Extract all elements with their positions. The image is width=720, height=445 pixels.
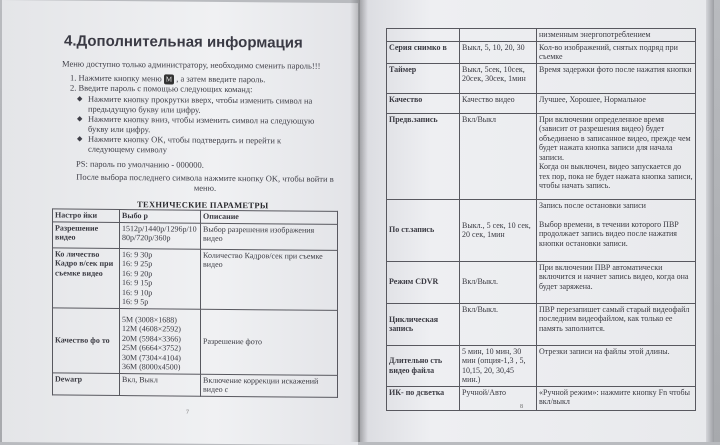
table-cell: 16: 9 30p 16: 9 25p 16: 9 20p 16: 9 15p 16: 9 10p 16: 9 5p xyxy=(120,248,201,309)
right-page xyxy=(360,0,714,442)
table-row: Режим CDVR xyxy=(387,261,460,303)
table-cell: Разрешение фото xyxy=(201,309,338,375)
table-cell: 1512p/1440p/1296p/1080p/720p/360p xyxy=(120,222,201,249)
table-cell: Запись после остановки записи Выбор времени, в течении которого ПВР продолжает запись видео после нажатия кнопки остановки записи. xyxy=(537,199,696,261)
table-row: Длительно сть видео файла xyxy=(387,345,460,386)
table-cell: Выкл., 5 сек, 10 сек, 20 сек, 1мин xyxy=(460,199,537,261)
left-page xyxy=(2,0,358,445)
table-cell: 5 мин, 10 мин, 30 мин (опция-1,3 , 5, 10,15, 20, 30,45 мин.) xyxy=(460,345,537,386)
section-title: 4.Дополнительная информация xyxy=(64,32,303,52)
table-cell: Выкл, 5сек, 10сек, 20сек, 30сек, 1мин xyxy=(460,63,537,93)
table-row: Dewarp xyxy=(53,372,120,395)
table-row: Предв.запись xyxy=(387,113,460,199)
table-cell: Вкл/Выкл xyxy=(460,113,537,199)
bullet-3: ◆ Нажмите кнопку OK, чтобы подтвердить и перейти к следующему символу xyxy=(88,134,328,156)
table-cell xyxy=(387,29,460,42)
step-1-pre: 1. Нажмите кнопку меню xyxy=(70,72,162,84)
table-cell: Выбор разрешения изображения видео xyxy=(201,223,338,250)
table-cell: Лучшее, Хорошее, Нормальное xyxy=(537,93,696,113)
table-cell: Отрезки записи на файлы этой длины. xyxy=(537,345,696,386)
header-choice: Выбо р xyxy=(120,210,201,223)
header-settings: Настро йки xyxy=(53,209,120,222)
table-cell: При включении определенное время (зависит от разрешения видео) будет объединено в записанное видео, прежде чем будет нажата кнопка записи для начала записи. Когда он выключен, видео запускается до тех пор, пока не будет нажата кнопка записи, чтобы начать запись. xyxy=(537,113,696,199)
step-1-post: , а затем введите пароль. xyxy=(176,73,266,85)
table-cell: Кол-во изображений, снятых подряд при съемке xyxy=(537,41,696,63)
table-row: Таймер xyxy=(387,63,460,93)
page-number: 7 xyxy=(186,409,189,416)
tech-params-table xyxy=(52,208,338,397)
table-cell: Количество Кадров/сек при съемке видео xyxy=(201,249,338,310)
table-cell: Выкл, 5, 10, 20, 30 xyxy=(460,41,537,63)
table-cell xyxy=(460,29,537,42)
intro-text: Меню доступно только администратору, необходимо сменить пароль!!! xyxy=(62,58,321,71)
settings-table-continued xyxy=(386,28,696,411)
page-number: 8 xyxy=(520,404,523,410)
bullet-2: ◆ Нажмите кнопку вниз, чтобы изменить символ на следующую букву или цифру. xyxy=(88,114,328,136)
step-2: 2. Введите пароль с помощью следующих команд: xyxy=(70,82,253,95)
book-spine xyxy=(350,0,368,442)
bullet-1: ◆ Нажмите кнопку прокрутки вверх, чтобы изменить символ на предыдущую букву или цифру. xyxy=(88,94,328,116)
table-cell: Вкл/Выкл. xyxy=(460,303,537,345)
table-cell: Включение коррекции искажений видео с xyxy=(201,374,338,397)
table-cell: Время задержки фото после нажатия кнопки xyxy=(537,63,696,93)
table-row: Серия снимко в xyxy=(387,41,460,63)
table-cell: Качество видео xyxy=(460,93,537,113)
table-cell: ПВР перезапишет самый старый видеофайл последним видеофайлом, как только ее память заполнится. xyxy=(537,303,696,345)
table-row: Ко личество Кадро в/сек при съемке видео xyxy=(53,247,120,308)
table-title: ТЕХНИЧЕСКИЕ ПАРАМЕТРЫ xyxy=(137,199,269,211)
table-row: Качество xyxy=(387,93,460,113)
table-cell: Вкл/Выкл. xyxy=(460,261,537,303)
table-cell: Вкл, Выкл xyxy=(120,373,201,396)
table-row: Качество фо то xyxy=(53,307,120,373)
table-row: Циклическая запись xyxy=(387,303,460,345)
header-description: Описание xyxy=(201,210,338,224)
page-edge xyxy=(706,0,714,442)
table-row: Разрешение видео xyxy=(53,221,120,248)
table-row: По ст.запись xyxy=(387,199,460,261)
table-cell: «Ручной режим»: нажмите кнопку Fn чтобы вкл/выкл xyxy=(537,386,696,410)
table-cell: 5M (3008×1688) 12M (4608×2592) 20M (5984×3366) 25M (6664×3752) 30M (7304×4104) 36M (8000x4500) xyxy=(120,308,201,374)
ps-note: PS: пароль по умолчанию - 000000. xyxy=(76,158,204,170)
table-cell: Ручной/Авто xyxy=(460,386,537,410)
table-row: ИК- по дсветка xyxy=(387,386,460,410)
menu-key-icon: M xyxy=(165,75,173,84)
table-cell: При включении ПВР автоматически включится и начнет запись видео, когда она будет заряжена. xyxy=(537,261,696,303)
table-cell: низменным энергопотреблением xyxy=(537,29,696,42)
after-note: После выбора последнего символа нажмите кнопку OK, чтобы войти в меню. xyxy=(76,171,334,193)
